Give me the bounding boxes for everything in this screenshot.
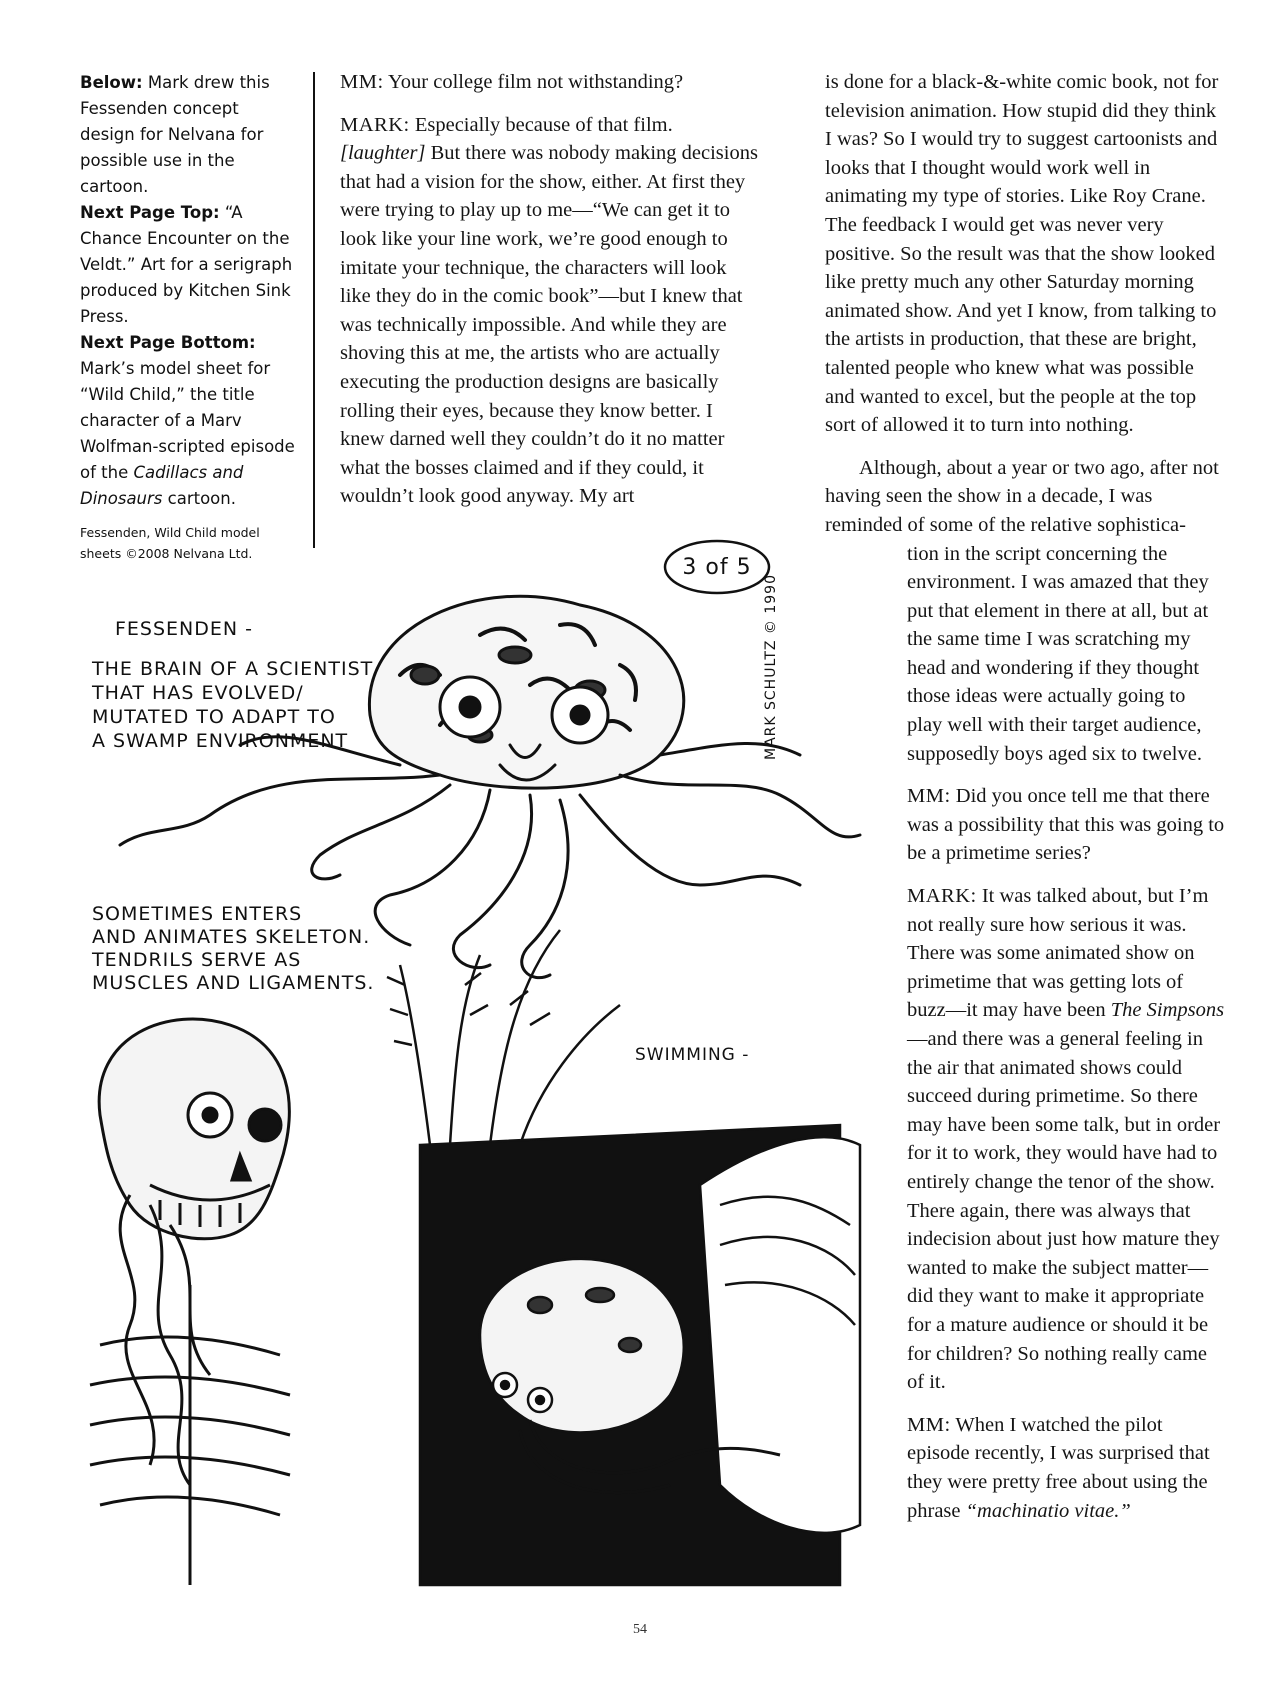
caption-label-next-bottom: Next Page Bottom:	[80, 333, 256, 352]
caption-italic-title: Cadillacs and Dinosaurs	[80, 463, 244, 508]
paragraph-text: —and there was a general feeling in the air that animated shows could succeed during primetime. So there may have been some talk, but in order for it to work, they would have had to entirely change the tenor of the show. There again, there was always that indecision about just how mature they wanted to make the subject matter—did they want to make it appropriate for a mature audience or should it be for children? So nothing really came of it.	[907, 1028, 1221, 1394]
note-line: THE BRAIN OF A SCIENTIST	[92, 658, 374, 680]
caption-text-next-bottom-a: Mark’s model sheet for “Wild Child,” the title character of a Marv Wolfman-scripted episode of the	[80, 359, 295, 482]
caption-label-next-top: Next Page Top:	[80, 203, 220, 222]
speaker-label: MM:	[340, 71, 384, 93]
swimming-note: SWIMMING -	[635, 1045, 750, 1065]
copyright-credit: Fessenden, Wild Child model sheets ©2008 Nelvana Ltd.	[80, 525, 260, 561]
caption-next-bottom	[80, 330, 298, 512]
paragraph-text: Your college film not withstanding?	[383, 71, 684, 93]
paragraph	[340, 111, 760, 511]
caption-text-next-bottom-b: cartoon.	[162, 489, 236, 508]
paragraph	[907, 882, 1225, 1397]
skeleton-drawing	[90, 1019, 290, 1585]
note-line: THAT HAS EVOLVED/	[92, 682, 304, 704]
paragraph-text: But there was nobody making decisions that had a vision for the show, either. At first they were trying to play up to me—“We can get it to look like your line work, we’re good enough to imitate your technique, the characters will look like they do in the comic book”—but I knew that was technically impossible. And while they are shoving this at me, the artists who are actually executing the production designs are basically rolling their eyes, because they know better. I knew darned well they couldn’t do it no matter what the bosses claimed and if they could, it wouldn’t look good anyway. My art	[340, 142, 758, 508]
paragraph-text: When I watched the pilot episode recently, I was surprised that they were pretty free about using the phrase	[907, 1413, 1210, 1522]
figure-caption	[80, 70, 298, 564]
paragraph-text: Especially because of that film.	[409, 113, 673, 136]
paragraph-italic: The Simpsons	[1110, 999, 1225, 1022]
caption-text-next-top: “A Chance Encounter on the Veldt.” Art for a serigraph produced by Kitchen Sink Press.	[80, 203, 293, 326]
paragraph	[340, 68, 760, 97]
paragraph-italic: [laughter]	[340, 142, 426, 165]
speaker-label: MM:	[907, 785, 951, 808]
note-line: A SWAMP ENVIRONMENT	[92, 730, 349, 752]
speaker-label: MARK:	[340, 113, 410, 136]
paragraph-italic: “machinatio vitae.”	[965, 1499, 1131, 1522]
note-line: AND ANIMATES SKELETON.	[92, 926, 371, 948]
note-line: TENDRILS SERVE AS	[92, 949, 302, 971]
caption-text-below: Mark drew this Fessenden concept design for Nelvana for possible use in the cartoon.	[80, 73, 270, 196]
swamp-scene-drawing	[387, 930, 860, 1585]
note-line: MUSCLES AND LIGAMENTS.	[92, 972, 375, 994]
caption-next-top	[80, 200, 298, 330]
speaker-label: MARK:	[907, 885, 977, 908]
sheet-number: 3 of 5	[682, 555, 752, 580]
paragraph: tion in the script concerning the environment. I was amazed that they put that element in there at all, but at the same time I was scratching my head and wondering if they thought those ideas were actually going to play well with their target audience, supposedly boys aged six to twelve.	[907, 542, 1209, 765]
paragraph-text: Did you once tell me that there was a possibility that this was going to be a primetime series?	[907, 785, 1225, 865]
speaker-label: MM:	[907, 1413, 951, 1436]
illustration-title: FESSENDEN -	[115, 618, 254, 640]
note-line: SOMETIMES ENTERS	[92, 903, 303, 925]
paragraph-text: It was talked about, but I’m not really sure how serious it was. There was some animated show on primetime that was getting lots of buzz—it may have been	[907, 885, 1209, 1022]
narrow-wrap-block	[907, 540, 1225, 1526]
page-number: 54	[633, 1622, 647, 1637]
fessenden-concept-illustration	[60, 555, 900, 1595]
note-line: MUTATED TO ADAPT TO	[92, 706, 336, 728]
caption-label-below: Below:	[80, 73, 143, 92]
caption-below	[80, 70, 298, 200]
body-column-middle	[340, 68, 760, 525]
artist-signature: MARK SCHULTZ © 1990	[763, 574, 779, 760]
paragraph	[907, 1411, 1225, 1525]
column-divider	[313, 72, 315, 548]
paragraph: Although, about a year or two ago, after not having seen the show in a decade, I was reminded of some of the relative sophistica-	[825, 456, 1219, 536]
paragraph: is done for a black-&-white comic book, not for television animation. How stupid did they think I was? So I would try to suggest cartoonists and looks that I thought would work well in animating my type of stories. Like Roy Crane. The feedback I would get was never very positive. So the result was that the show looked like pretty much any other Saturday morning animated show. And yet I know, from talking to the artists in production, that these are bright, talented people who knew what was possible and wanted to excel, but the people at the top sort of allowed it to turn into nothing.	[825, 71, 1219, 437]
paragraph	[907, 782, 1225, 868]
